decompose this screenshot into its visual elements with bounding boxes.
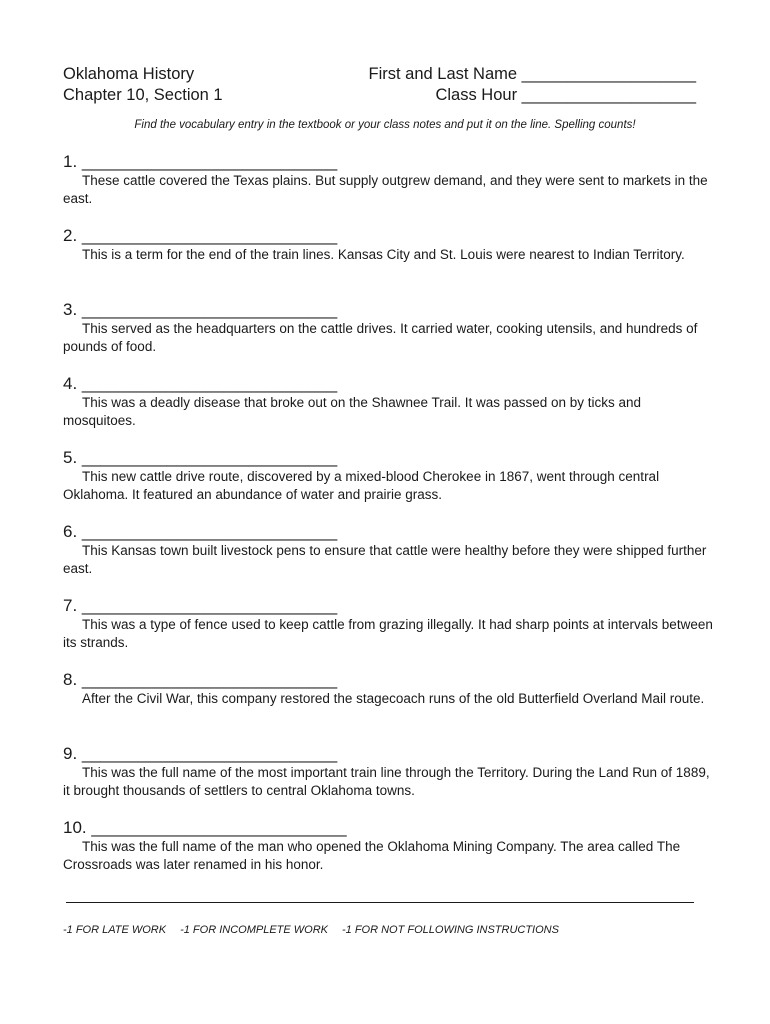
- answer-line[interactable]: 4. ___________________________: [63, 374, 338, 393]
- divider-line: [66, 902, 694, 903]
- question-clue: This is a term for the end of the train lines. Kansas City and St. Louis were nearest to Indian Territory.: [82, 247, 685, 262]
- question-clue: This was a deadly disease that broke out on the Shawnee Trail. It was passed on by ticks and mosquitoes.: [63, 395, 642, 428]
- question-list: [63, 152, 713, 892]
- question-item: [63, 300, 713, 374]
- header-right: [369, 64, 697, 106]
- question-clue: This served as the headquarters on the cattle drives. It carried water, cooking utensils, and hundreds of pounds of food.: [63, 321, 698, 354]
- question-item: [63, 226, 713, 300]
- incomplete-work-penalty: -1 FOR INCOMPLETE WORK: [180, 924, 328, 936]
- answer-line[interactable]: 5. ___________________________: [63, 448, 338, 467]
- question-item: [63, 448, 713, 522]
- question-clue: These cattle covered the Texas plains. But supply outgrew demand, and they were sent to markets in the east.: [63, 173, 708, 206]
- late-work-penalty: -1 FOR LATE WORK: [63, 924, 167, 936]
- instructions-penalty: -1 FOR NOT FOLLOWING INSTRUCTIONS: [342, 924, 559, 936]
- question-item: [63, 596, 713, 670]
- class-hour-field[interactable]: Class Hour ___________________: [435, 86, 696, 104]
- question-clue: This was a type of fence used to keep cattle from grazing illegally. It had sharp points at intervals between its strands.: [63, 617, 713, 650]
- question-item: [63, 670, 713, 744]
- answer-line[interactable]: 1. ___________________________: [63, 152, 338, 171]
- question-item: [63, 152, 713, 226]
- header-left: [63, 64, 223, 106]
- answer-line[interactable]: 9. ___________________________: [63, 744, 338, 763]
- question-clue: This Kansas town built livestock pens to ensure that cattle were healthy before they were shipped further east.: [63, 543, 707, 576]
- answer-line[interactable]: 6. ___________________________: [63, 522, 338, 541]
- question-item: [63, 818, 713, 892]
- answer-line[interactable]: 8. ___________________________: [63, 670, 338, 689]
- instructions-text: Find the vocabulary entry in the textbook or your class notes and put it on the line. Spelling counts!: [134, 119, 636, 131]
- chapter-section: Chapter 10, Section 1: [63, 86, 223, 104]
- answer-line[interactable]: 10. ___________________________: [63, 818, 347, 837]
- question-clue: This was the full name of the man who opened the Oklahoma Mining Company. The area called The Crossroads was later renamed in his honor.: [63, 839, 681, 872]
- question-clue: This was the full name of the most important train line through the Territory. During the Land Run of 1889, it brought thousands of settlers to central Oklahoma towns.: [63, 765, 710, 798]
- answer-line[interactable]: 7. ___________________________: [63, 596, 338, 615]
- course-title: Oklahoma History: [63, 65, 195, 83]
- question-item: [63, 522, 713, 596]
- answer-line[interactable]: 2. ___________________________: [63, 226, 338, 245]
- question-item: [63, 374, 713, 448]
- grading-footer: [63, 924, 573, 936]
- name-field[interactable]: First and Last Name ___________________: [368, 65, 696, 83]
- question-clue: This new cattle drive route, discovered by a mixed-blood Cherokee in 1867, went through central Oklahoma. It featured an abundance of water and prairie grass.: [63, 469, 660, 502]
- question-item: [63, 744, 713, 818]
- question-clue: After the Civil War, this company restored the stagecoach runs of the old Butterfield Overland Mail route.: [82, 691, 705, 706]
- answer-line[interactable]: 3. ___________________________: [63, 300, 338, 319]
